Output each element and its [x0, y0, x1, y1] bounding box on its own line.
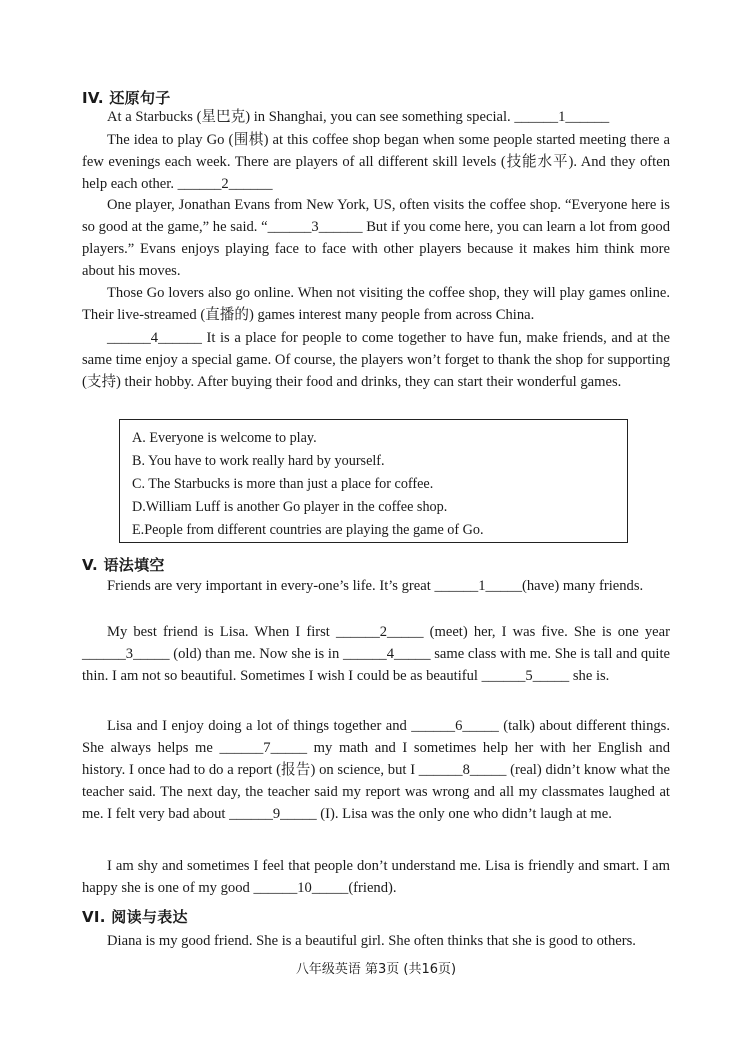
section-v-paragraph-1: Friends are very important in every-one’s life. It’s great ______1_____(have) many friends.	[107, 578, 644, 594]
section-iv-heading: IV. 还原句子	[82, 89, 171, 107]
section-vi-heading: VI. 阅读与表达	[82, 908, 188, 926]
section-v-paragraph-3: Lisa and I enjoy doing a lot of things together and ______6_____ (talk) about different things. She always helps me ______7_____ my math and I sometimes help her with her English and history. I once had to do a report (报告) on science, but I ______8_____ (real) didn’t know what the teacher said. The next day, the teacher said my report was wrong and all my classmates laughed at me. I felt very bad about ______9_____ (I). Lisa was the only one who didn’t laugh at me.	[82, 718, 670, 822]
option-d: D.William Luff is another Go player in the coffee shop.	[132, 499, 448, 515]
section-iv-paragraph-2: The idea to play Go (围棋) at this coffee shop began when some people started meeting there a few evenings each week. There are players of all different skill levels (技能水平). And they often help each other. ______2______	[82, 132, 670, 192]
option-a: A. Everyone is welcome to play.	[132, 430, 317, 446]
section-iv-paragraph-5: ______4______ It is a place for people to come together to have fun, make friends, and at the same time enjoy a special game. Of course, the players won’t forget to thank the shop for supporting (支持) their hobby. After buying their food and drinks, they can start their wonderful games.	[82, 330, 670, 390]
section-v-paragraph-4: I am shy and sometimes I feel that people don’t understand me. Lisa is friendly and smart. I am happy she is one of my good ______10_____(friend).	[82, 858, 670, 896]
options-box	[119, 419, 628, 543]
option-c: C. The Starbucks is more than just a place for coffee.	[132, 476, 434, 492]
option-b: B. You have to work really hard by yourself.	[132, 453, 385, 469]
section-vi-paragraph-1: Diana is my good friend. She is a beautiful girl. She often thinks that she is good to others.	[107, 933, 636, 949]
option-e: E.People from different countries are playing the game of Go.	[132, 522, 484, 538]
section-iv-paragraph-1: At a Starbucks (星巴克) in Shanghai, you can see something special. ______1______	[107, 109, 610, 125]
section-v-paragraph-2: My best friend is Lisa. When I first ______2_____ (meet) her, I was five. She is one year ______3_____ (old) than me. Now she is in ______4_____ same class with me. She is tall and quite thin. I am not so beautiful. Sometimes I wish I could be as beautiful ______5_____ she is.	[82, 624, 670, 684]
section-iv-paragraph-4: Those Go lovers also go online. When not visiting the coffee shop, they will play games online. Their live-streamed (直播的) games interest many people from across China.	[82, 285, 670, 323]
section-iv-paragraph-3: One player, Jonathan Evans from New York, US, often visits the coffee shop. “Everyone here is so good at the game,” he said. “______3______ But if you come here, you can learn a lot from good players.” Evans enjoys playing face to face with other players because it makes him think more about his moves.	[82, 197, 670, 279]
page-footer: 八年级英语 第3页 (共16页)	[295, 962, 457, 977]
section-v-heading: V. 语法填空	[82, 556, 165, 574]
